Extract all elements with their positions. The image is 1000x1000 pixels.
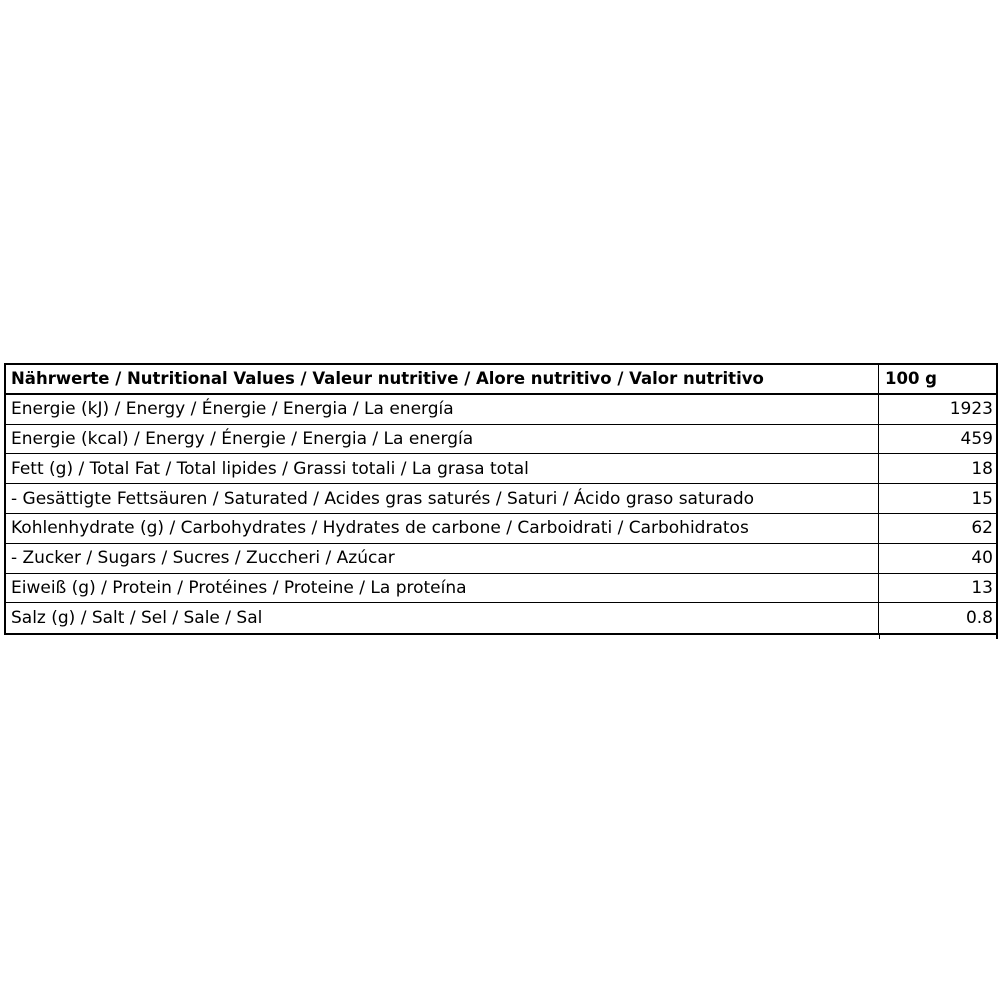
row-value: 13 [971, 577, 993, 598]
table-row [6, 514, 996, 544]
row-value: 459 [960, 428, 993, 449]
table-row [6, 544, 996, 574]
header-label: Nährwerte / Nutritional Values / Valeur nutritive / Alore nutritivo / Valor nutritivo [6, 365, 879, 393]
table-row [6, 574, 996, 604]
table-row [6, 454, 996, 484]
row-value: 15 [971, 488, 993, 509]
row-value: 40 [971, 548, 993, 569]
row-label: Eiweiß (g) / Protein / Protéines / Proteine / La proteína [6, 574, 879, 603]
table-row [6, 425, 996, 455]
right-border-tail [996, 635, 998, 639]
header-value: 100 g [885, 369, 937, 389]
row-label: - Gesättigte Fettsäuren / Saturated / Acides gras saturés / Saturi / Ácido graso saturado [6, 484, 879, 513]
column-divider-tail [879, 635, 880, 639]
row-label: Energie (kcal) / Energy / Énergie / Energia / La energía [6, 425, 879, 454]
row-value: 62 [971, 518, 993, 539]
row-value: 1923 [949, 399, 993, 420]
table-row [6, 395, 996, 425]
row-label: Kohlenhydrate (g) / Carbohydrates / Hydrates de carbone / Carboidrati / Carbohidratos [6, 514, 879, 543]
row-value: 18 [971, 458, 993, 479]
table-row [6, 603, 996, 633]
row-value: 0.8 [965, 608, 993, 629]
row-label: Energie (kJ) / Energy / Énergie / Energia / La energía [6, 395, 879, 424]
row-label: - Zucker / Sugars / Sucres / Zuccheri / Azúcar [6, 544, 879, 573]
nutrition-table-container [4, 363, 998, 639]
table-header-row [6, 365, 996, 395]
row-label: Salz (g) / Salt / Sel / Sale / Sal [6, 603, 879, 633]
row-label: Fett (g) / Total Fat / Total lipides / Grassi totali / La grasa total [6, 454, 879, 483]
table-row [6, 484, 996, 514]
nutrition-table [4, 363, 998, 635]
